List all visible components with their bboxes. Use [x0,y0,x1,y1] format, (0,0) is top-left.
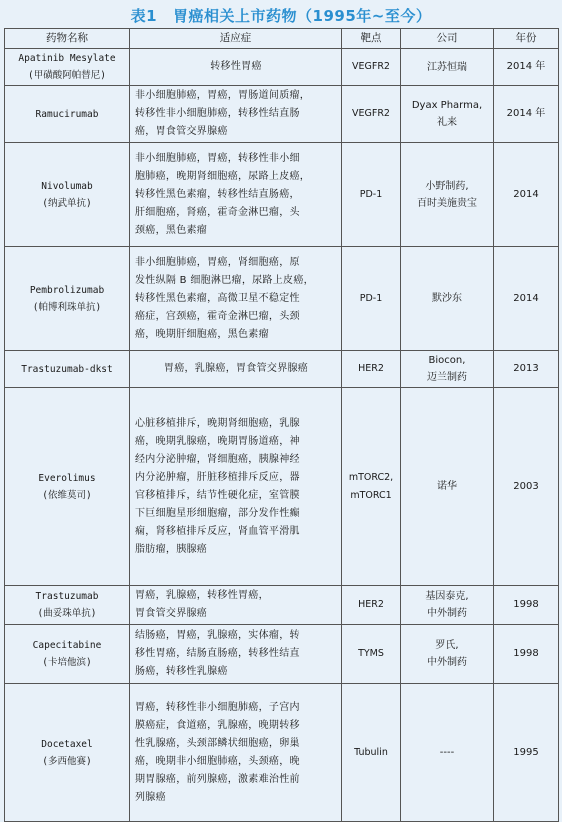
cell-target [342,86,401,143]
cell-year-line: 2014 年 [506,108,546,119]
cell-indication [130,143,342,247]
cell-company-line: 江苏恒瑞 [427,61,467,73]
cell-year [494,625,559,684]
table-row [5,586,559,625]
cell-indication [130,86,342,143]
cell-target-line: TYMS [358,648,384,659]
cell-indication-line: 胃癌，乳腺癌，转移性胃癌， [135,590,269,601]
cell-indication-line: 脂肪瘤，胰腺癌 [135,543,208,555]
cell-indication-line: 非小细胞肺癌，胃癌，转移性非小细 [135,152,300,164]
cell-drug-name-line: Docetaxel [41,738,93,750]
cell-drug-name [5,86,130,143]
cell-company [401,388,494,586]
cell-drug-name-line: Trastuzumab [35,591,99,602]
cell-indication [130,247,342,351]
cell-indication-line: 下巨细胞星形细胞瘤，部分发作性癫 [135,507,300,519]
cell-company-line: ---- [439,747,455,758]
cell-company-line: 中外制药 [427,608,467,619]
cell-indication-line: 列腺癌 [135,791,166,803]
cell-target-line: mTORC2, [348,471,394,483]
cell-drug-name-line: Ramucirumab [35,108,99,120]
header-drug-name: 药物名称 [5,29,130,49]
cell-company [401,351,494,388]
cell-year-line: 2014 [513,188,539,200]
cell-indication-line: 胃癌，转移性非小细胞肺癌，子宫内 [135,701,300,713]
cell-company-line: Biocon, [428,355,466,366]
cell-indication-line: 官移植排斥，结节性硬化症，室管膜 [135,489,300,501]
header-year: 年份 [494,29,559,49]
cell-indication-line: 发性纵隔 B 细胞淋巴瘤，尿路上皮癌， [135,274,314,286]
cell-target-line: mTORC1 [350,489,392,501]
cell-indication-line: 癌，晚期非小细胞肺癌，头颈癌，晚 [135,755,300,767]
cell-target [342,586,401,625]
cell-indication [130,586,342,625]
cell-company-line: 中外制药 [427,657,467,668]
cell-year [494,586,559,625]
cell-drug-name [5,143,130,247]
cell-year-line: 1995 [513,746,539,758]
cell-company-line: 默沙东 [432,293,462,304]
cell-target [342,143,401,247]
cell-drug-name-line: Trastuzumab-dkst [21,363,113,375]
cell-drug-name [5,351,130,388]
cell-target-line: Tubulin [354,746,388,758]
cell-company [401,586,494,625]
cell-year [494,388,559,586]
cell-year [494,86,559,143]
cell-company [401,143,494,247]
cell-indication-line: 痫，肾移植排斥反应，肾血管平滑肌 [135,525,300,537]
cell-indication-line: 癌，晚期乳腺癌，晚期胃肠道癌，神 [135,435,300,447]
cell-target-line: VEGFR2 [352,61,390,72]
cell-indication-line: 内分泌肿瘤，肝脏移植排斥反应，器 [135,471,300,483]
cell-indication-line: 转移性非小细胞肺癌，转移性结直肠 [135,108,300,119]
cell-year [494,247,559,351]
cell-drug-name-line: (依维莫司) [42,489,92,501]
cell-indication-line: 性乳腺癌，头颈部鳞状细胞癌，卵巢 [135,737,300,749]
cell-indication-line: 胃癌，乳腺癌，胃食管交界腺癌 [163,363,309,374]
cell-year-line: 2014 [513,292,539,304]
cell-year [494,49,559,86]
header-company: 公司 [401,29,494,49]
cell-indication [130,49,342,86]
table-title [4,4,558,28]
header-target: 靶点 [342,29,401,49]
table-row [5,143,559,247]
table-row [5,684,559,822]
cell-company-line: 小野制药, [425,180,469,192]
cell-indication-line: 心脏移植排斥，晚期肾细胞癌，乳腺 [135,417,300,429]
header-row [5,29,559,49]
cell-indication-line: 癌，胃食管交界腺癌 [135,126,228,137]
cell-target-line: PD-1 [359,188,383,200]
cell-indication [130,684,342,822]
cell-drug-name-line: Pembrolizumab [29,284,105,296]
cell-year-line: 1998 [513,599,539,610]
cell-company-line: 百时美施贵宝 [417,197,477,209]
cell-drug-name-line: Nivolumab [41,180,93,192]
cell-indication-line: 转移性黑色素瘤，转移性结直肠癌， [135,188,300,200]
cell-indication-line: 期胃腺癌，前列腺癌，激素难治性前 [135,773,300,785]
cell-indication-line: 转移性胃癌 [210,61,262,72]
cell-company-line: 罗氏, [435,640,459,651]
cell-target [342,388,401,586]
table-row [5,625,559,684]
header-indication: 适应症 [130,29,342,49]
cell-target [342,49,401,86]
cell-company [401,625,494,684]
table-row [5,86,559,143]
cell-drug-name-line: Everolimus [38,472,96,484]
cell-indication-line: 结肠癌，胃癌，乳腺癌，实体瘤，转 [135,630,300,641]
cell-indication-line: 肠癌，转移性乳腺癌 [135,666,228,677]
cell-indication-line: 经内分泌肿瘤，肾细胞癌，胰腺神经 [135,453,300,465]
cell-target-line: HER2 [358,599,384,610]
cell-target-line: VEGFR2 [352,108,390,119]
cell-company-line: 迈兰制药 [427,372,467,383]
cell-target [342,247,401,351]
table-row [5,49,559,86]
cell-drug-name [5,388,130,586]
cell-drug-name-line: (卡培他滨) [42,657,92,668]
table-caption: 胃癌相关上市药物（1995年~至今） [173,7,432,25]
cell-year-line: 1998 [513,648,539,659]
cell-indication-line: 胃食管交界腺癌 [135,608,208,619]
table-body [5,49,559,822]
cell-indication-line: 癌症，宫颈癌，霍奇金淋巴瘤，头颈 [135,310,300,322]
cell-drug-name-line: (甲磺酸阿帕替尼) [28,70,106,81]
cell-indication-line: 膜癌症，食道癌，乳腺癌，晚期转移 [135,719,300,731]
cell-company-line: 基因泰克, [425,591,469,602]
table-row [5,247,559,351]
cell-drug-name-line: (多西他赛) [42,755,92,767]
cell-indication-line: 肝细胞癌，肾癌，霍奇金淋巴瘤，头 [135,206,300,218]
cell-target [342,684,401,822]
table-row [5,351,559,388]
cell-indication-line: 非小细胞肺癌，胃癌，胃肠道间质瘤， [135,90,311,101]
cell-indication-line: 移性胃癌，结肠直肠癌，转移性结直 [135,648,300,659]
cell-year-line: 2014 年 [506,61,546,72]
cell-drug-name-line: Capecitabine [32,640,102,651]
cell-drug-name [5,49,130,86]
cell-indication-line: 转移性黑色素瘤，高微卫星不稳定性 [135,292,300,304]
cell-year-line: 2003 [513,480,539,492]
cell-target-line: PD-1 [359,292,383,304]
cell-company [401,684,494,822]
cell-year [494,684,559,822]
cell-indication [130,388,342,586]
cell-indication [130,351,342,388]
cell-company-line: 诺华 [437,481,457,492]
cell-drug-name-line: (曲妥珠单抗) [37,608,97,619]
cell-company [401,49,494,86]
cell-year [494,143,559,247]
cell-indication-line: 胞肺癌，晚期肾细胞癌，尿路上皮癌， [135,170,311,182]
cell-drug-name-line: Apatinib Mesylate [18,53,116,64]
cell-indication-line: 癌，晚期肝细胞癌，黑色素瘤 [135,328,269,340]
cell-indication-line: 颈癌，黑色素瘤 [135,224,208,236]
drug-table [4,28,559,822]
table-row [5,388,559,586]
cell-company [401,247,494,351]
cell-company [401,86,494,143]
table-label: 表1 [130,7,158,25]
cell-drug-name [5,586,130,625]
cell-year-line: 2013 [513,363,539,374]
cell-target-line: HER2 [358,363,384,374]
cell-drug-name [5,247,130,351]
cell-indication-line: 非小细胞肺癌，胃癌，肾细胞癌，原 [135,256,300,268]
cell-indication [130,625,342,684]
cell-target [342,351,401,388]
cell-drug-name [5,625,130,684]
cell-drug-name-line: (帕博利珠单抗) [32,301,102,313]
cell-year [494,351,559,388]
cell-drug-name-line: (纳武单抗) [42,197,92,209]
cell-target [342,625,401,684]
cell-drug-name [5,684,130,822]
cell-company-line: 礼来 [437,117,457,128]
cell-company-line: Dyax Pharma, [411,100,483,111]
